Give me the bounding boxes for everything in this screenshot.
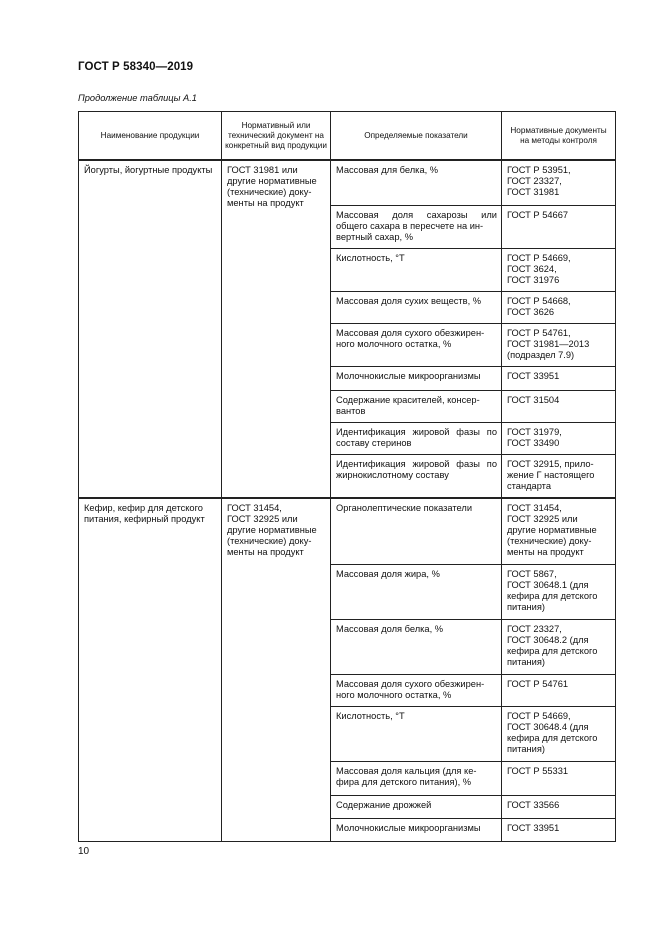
column-header-indicators: Определяемые показатели [331, 112, 502, 161]
product-name-cell: Йогурты, йогуртные продукты [79, 160, 222, 498]
method-document-cell: ГОСТ Р 55331 [502, 762, 616, 796]
indicator-cell: Массовая доля сухого обезжирен- ного молочного остатка, % [331, 675, 502, 707]
indicator-cell: Кислотность, °Т [331, 249, 502, 292]
method-document-cell: ГОСТ 31979, ГОСТ 33490 [502, 423, 616, 455]
indicator-cell: Массовая для белка, % [331, 160, 502, 206]
product-name-cell: Кефир, кефир для детского питания, кефирный продукт [79, 498, 222, 842]
table-header-row [79, 112, 616, 161]
method-document-cell: ГОСТ 31504 [502, 391, 616, 423]
method-document-cell: ГОСТ 33951 [502, 367, 616, 391]
column-header-document: Нормативный или технический документ на конкретный вид продукции [222, 112, 331, 161]
table-continuation-caption: Продолжение таблицы А.1 [78, 93, 197, 103]
column-header-product: Наименование продукции [79, 112, 222, 161]
requirements-table [78, 111, 616, 842]
product-document-cell: ГОСТ 31981 или другие нормативные (технические) доку- менты на продукт [222, 160, 331, 498]
method-document-cell: ГОСТ 31454, ГОСТ 32925 или другие нормативные (технические) доку- менты на продукт [502, 498, 616, 565]
method-document-cell: ГОСТ Р 54669, ГОСТ 30648.4 (для кефира для детского питания) [502, 707, 616, 762]
indicator-cell: Органолептические показатели [331, 498, 502, 565]
indicator-cell: Содержание красителей, консер- вантов [331, 391, 502, 423]
table-row [79, 498, 616, 565]
indicator-cell: Кислотность, °Т [331, 707, 502, 762]
indicator-cell: Молочнокислые микроорганизмы [331, 819, 502, 842]
indicator-cell: Идентификация жировой фазы по жирнокислотному составу [331, 455, 502, 499]
method-document-cell: ГОСТ 32915, прило- жение Г настоящего стандарта [502, 455, 616, 499]
indicator-cell: Молочнокислые микроорганизмы [331, 367, 502, 391]
column-header-methods: Нормативные документы на методы контроля [502, 112, 616, 161]
method-document-cell: ГОСТ 5867, ГОСТ 30648.1 (для кефира для детского питания) [502, 565, 616, 620]
indicator-cell: Содержание дрожжей [331, 796, 502, 819]
table-body [79, 160, 616, 842]
indicator-cell: Массовая доля сахарозы или общего сахара в пересчете на ин- вертный сахар, % [331, 206, 502, 249]
indicator-cell: Идентификация жировой фазы по составу стеринов [331, 423, 502, 455]
indicator-cell: Массовая доля жира, % [331, 565, 502, 620]
method-document-cell: ГОСТ Р 54669, ГОСТ 3624, ГОСТ 31976 [502, 249, 616, 292]
indicator-cell: Массовая доля сухого обезжирен- ного молочного остатка, % [331, 324, 502, 367]
method-document-cell: ГОСТ Р 54761, ГОСТ 31981—2013 (подраздел 7.9) [502, 324, 616, 367]
document-number-header: ГОСТ Р 58340—2019 [78, 61, 194, 73]
indicator-cell: Массовая доля белка, % [331, 620, 502, 675]
method-document-cell: ГОСТ 23327, ГОСТ 30648.2 (для кефира для детского питания) [502, 620, 616, 675]
method-document-cell: ГОСТ 33566 [502, 796, 616, 819]
method-document-cell: ГОСТ Р 53951, ГОСТ 23327, ГОСТ 31981 [502, 160, 616, 206]
method-document-cell: ГОСТ Р 54761 [502, 675, 616, 707]
page-number: 10 [78, 846, 90, 857]
indicator-cell: Массовая доля сухих веществ, % [331, 292, 502, 324]
method-document-cell: ГОСТ Р 54667 [502, 206, 616, 249]
method-document-cell: ГОСТ 33951 [502, 819, 616, 842]
indicator-cell: Массовая доля кальция (для ке- фира для детского питания), % [331, 762, 502, 796]
table-row [79, 160, 616, 206]
method-document-cell: ГОСТ Р 54668, ГОСТ 3626 [502, 292, 616, 324]
product-document-cell: ГОСТ 31454, ГОСТ 32925 или другие нормативные (технические) доку- менты на продукт [222, 498, 331, 842]
